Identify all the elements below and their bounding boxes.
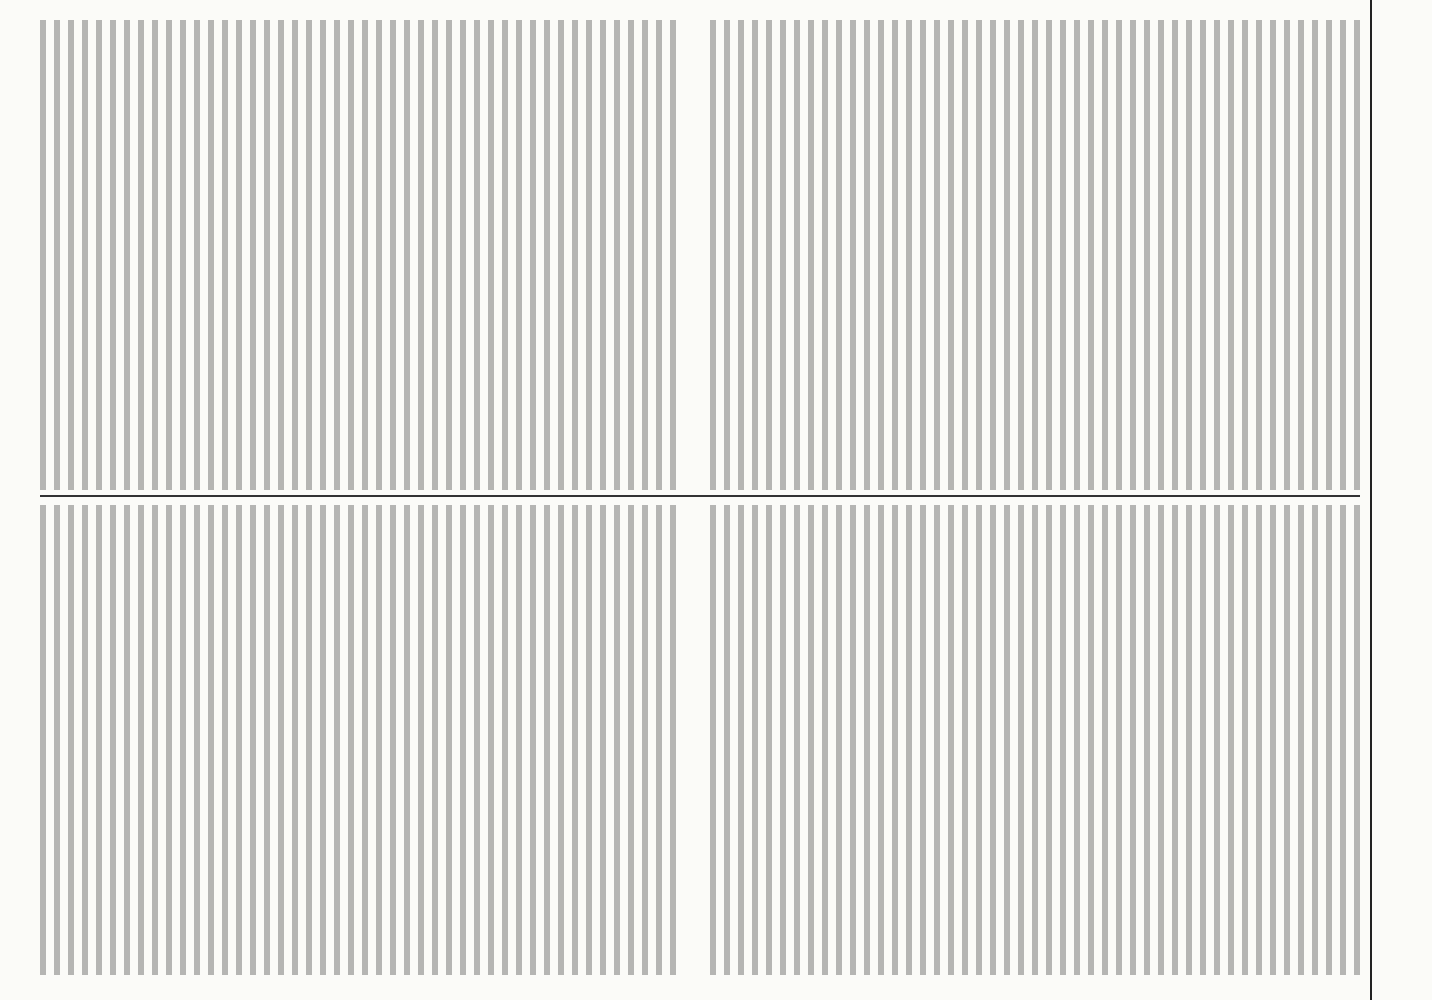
text-column-right-bottom xyxy=(710,505,1360,975)
text-column-left-bottom xyxy=(40,505,680,975)
column-text xyxy=(710,505,1360,975)
column-text xyxy=(40,505,680,975)
column-divider xyxy=(40,495,1360,497)
digitization-credit xyxy=(2,20,22,980)
column-text xyxy=(40,20,680,490)
column-text xyxy=(710,20,1360,490)
page-header xyxy=(1370,0,1406,1000)
text-column-right-top xyxy=(710,20,1360,490)
text-column-left-top xyxy=(40,20,680,490)
